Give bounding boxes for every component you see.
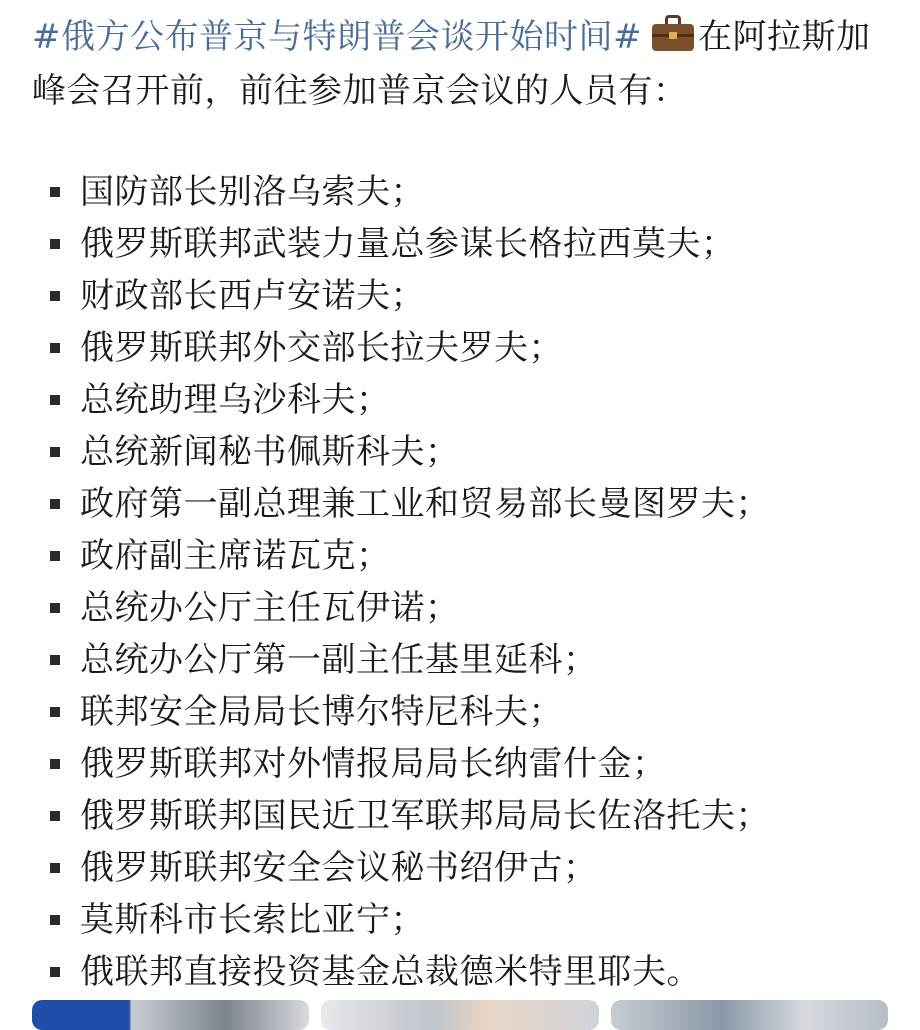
list-item [32, 374, 770, 426]
attendee-name: 政府副主席诺瓦克； [80, 536, 391, 576]
list-item [32, 894, 770, 946]
attendee-name: 俄罗斯联邦外交部长拉夫罗夫； [80, 328, 563, 368]
bullet-icon [50, 343, 60, 353]
bullet-icon [50, 291, 60, 301]
hashtag-link[interactable]: #俄方公布普京与特朗普会谈开始时间# [32, 17, 642, 57]
bullet-icon [50, 811, 60, 821]
attendee-name: 政府第一副总理兼工业和贸易部长曼图罗夫； [80, 484, 770, 524]
bullet-icon [50, 239, 60, 249]
intro-text: 在阿拉斯加峰会召开前，前往参加普京会议的人员有： [32, 17, 871, 111]
list-item [32, 166, 770, 218]
post-image-thumbnail[interactable] [611, 1000, 888, 1030]
attendee-name: 俄罗斯联邦国民近卫军联邦局局长佐洛托夫； [80, 796, 770, 836]
list-item [32, 426, 770, 478]
attendee-name: 俄联邦直接投资基金总裁德米特里耶夫。 [80, 952, 701, 992]
attendee-name: 总统办公厅主任瓦伊诺； [80, 588, 460, 628]
list-item [32, 738, 770, 790]
briefcase-icon [652, 21, 694, 51]
list-item [32, 530, 770, 582]
bullet-icon [50, 551, 60, 561]
bullet-icon [50, 863, 60, 873]
attendee-name: 国防部长别洛乌索夫； [80, 172, 425, 212]
attendee-name: 总统助理乌沙科夫； [80, 380, 391, 420]
attendee-name: 俄罗斯联邦对外情报局局长纳雷什金； [80, 744, 667, 784]
list-item [32, 218, 770, 270]
bullet-icon [50, 187, 60, 197]
attendee-list [32, 166, 770, 998]
list-item [32, 842, 770, 894]
list-item [32, 634, 770, 686]
post-image-thumbnail[interactable] [321, 1000, 598, 1030]
bullet-icon [50, 915, 60, 925]
post-image-thumbnail[interactable] [32, 1000, 309, 1030]
attendee-name: 莫斯科市长索比亚宁； [80, 900, 425, 940]
list-item [32, 946, 770, 998]
list-item [32, 322, 770, 374]
attendee-name: 俄罗斯联邦武装力量总参谋长格拉西莫夫； [80, 224, 736, 264]
post-intro [32, 10, 892, 118]
list-item [32, 270, 770, 322]
bullet-icon [50, 603, 60, 613]
attendee-name: 俄罗斯联邦安全会议秘书绍伊古； [80, 848, 598, 888]
bullet-icon [50, 967, 60, 977]
attendee-name: 总统办公厅第一副主任基里延科； [80, 640, 598, 680]
post-image-grid [32, 1000, 888, 1012]
bullet-icon [50, 655, 60, 665]
bullet-icon [50, 707, 60, 717]
list-item [32, 478, 770, 530]
attendee-name: 财政部长西卢安诺夫； [80, 276, 425, 316]
bullet-icon [50, 395, 60, 405]
attendee-name: 总统新闻秘书佩斯科夫； [80, 432, 460, 472]
post-content [32, 10, 892, 992]
list-item [32, 582, 770, 634]
list-item [32, 686, 770, 738]
bullet-icon [50, 447, 60, 457]
list-item [32, 790, 770, 842]
bullet-icon [50, 499, 60, 509]
attendee-name: 联邦安全局局长博尔特尼科夫； [80, 692, 563, 732]
bullet-icon [50, 759, 60, 769]
